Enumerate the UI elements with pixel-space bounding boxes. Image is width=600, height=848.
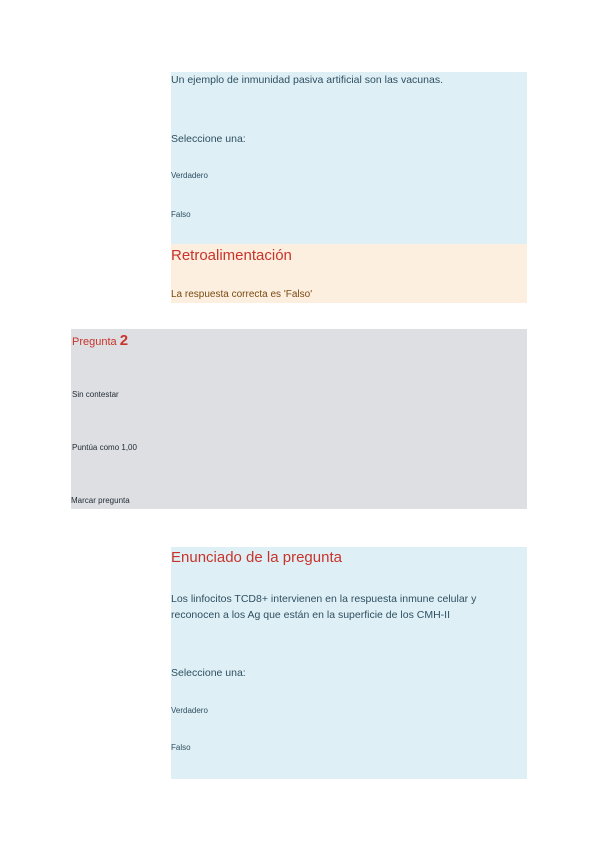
- question-2-info-panel: [71, 329, 527, 509]
- question-1-select-prompt: Seleccione una:: [171, 133, 246, 145]
- question-1-content: [171, 72, 527, 244]
- question-2-select-prompt: Seleccione una:: [171, 667, 246, 679]
- feedback-heading: Retroalimentación: [171, 247, 292, 264]
- question-2-content: [171, 547, 527, 779]
- question-2-statement: Los linfocitos TCD8+ intervienen en la respuesta inmune celular y reconocen a los Ag que están en la superficie de los CMH-II: [171, 593, 477, 621]
- question-2-status: Sin contestar: [72, 390, 119, 399]
- question-2-score: Puntúa como 1,00: [72, 443, 137, 452]
- question-1-option-true[interactable]: Verdadero: [171, 171, 208, 180]
- flag-question-link[interactable]: Marcar pregunta: [71, 496, 130, 505]
- question-2-heading: Enunciado de la pregunta: [171, 549, 342, 566]
- question-2-option-true[interactable]: Verdadero: [171, 706, 208, 715]
- question-1-option-false[interactable]: Falso: [171, 210, 191, 219]
- question-2-label: [72, 332, 128, 349]
- question-1-statement: Un ejemplo de inmunidad pasiva artificial son las vacunas.: [171, 74, 443, 86]
- feedback-correct-answer: La respuesta correcta es 'Falso': [171, 289, 313, 300]
- question-2-option-false[interactable]: Falso: [171, 743, 191, 752]
- question-label-text: Pregunta: [72, 336, 117, 348]
- question-number: 2: [119, 332, 129, 349]
